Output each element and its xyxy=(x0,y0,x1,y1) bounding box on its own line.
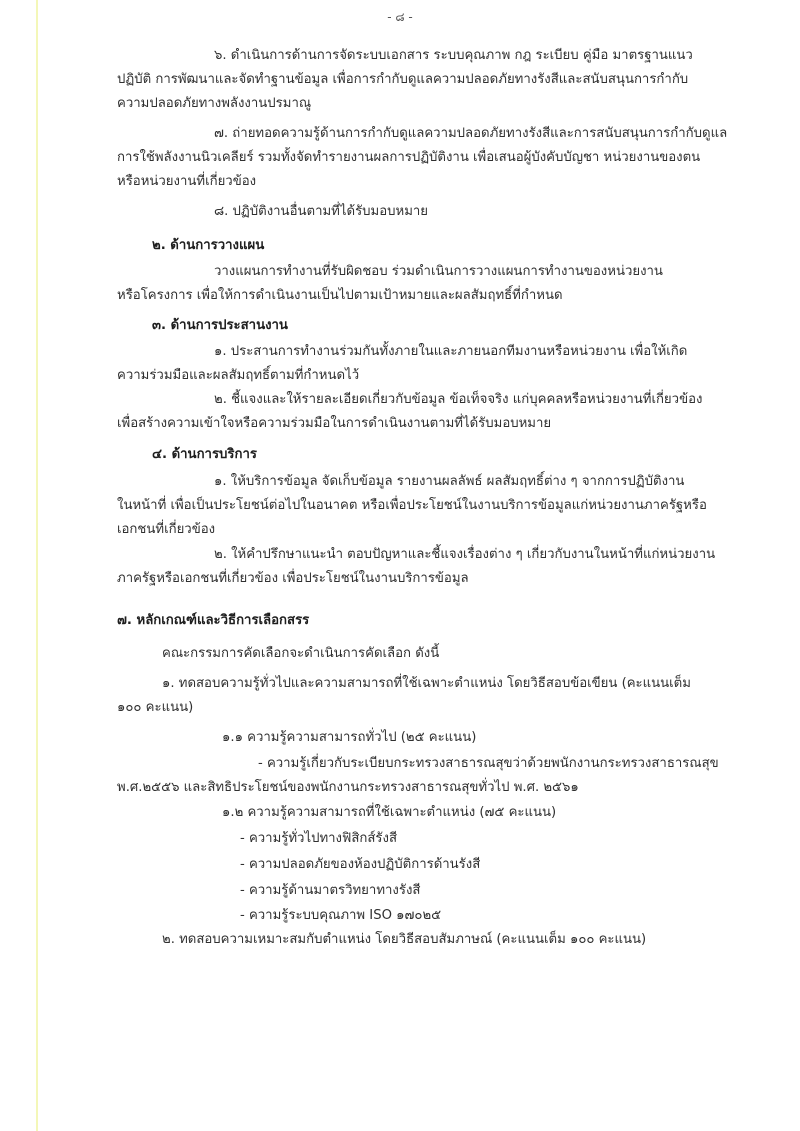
test-1-sub-2-bullet: - ความรู้ด้านมาตรวิทยาทางรังสี xyxy=(240,883,421,898)
service-1-line-2: ในหน้าที่ เพื่อเป็นประโยชน์ต่อไปในอนาคต หรือเพื่อประโยชน์ในงานบริการข้อมูลแก่หน่วยงานภาครัฐหรือ xyxy=(117,498,707,513)
planning-line-2: หรือโครงการ เพื่อให้การดำเนินงานเป็นไปตามเป้าหมายและผลสัมฤทธิ์ที่กำหนด xyxy=(117,288,563,303)
duty-7-line-1: ๗. ถ่ายทอดความรู้ด้านการกำกับดูแลความปลอดภัยทางรังสีและการสนับสนุนการกำกับดูแล xyxy=(214,126,728,141)
duty-8-line-1: ๘. ปฏิบัติงานอื่นตามที่ได้รับมอบหมาย xyxy=(214,204,429,219)
test-1-sub-1-bullet-line-2: พ.ศ.๒๕๕๖ และสิทธิประโยชน์ของพนักงานกระทรวงสาธารณสุขทั่วไป พ.ศ. ๒๕๖๑ xyxy=(117,780,579,795)
service-2-line-1: ๒. ให้คำปรึกษาแนะนำ ตอบปัญหาและชี้แจงเรื่องต่าง ๆ เกี่ยวกับงานในหน้าที่แก่หน่วยงาน xyxy=(214,547,716,562)
selection-intro: คณะกรรมการคัดเลือกจะดำเนินการคัดเลือก ดังนี้ xyxy=(162,646,440,661)
duty-7-line-3: หรือหน่วยงานที่เกี่ยวข้อง xyxy=(117,174,257,189)
scan-margin-line xyxy=(36,0,38,1131)
coordination-1-line-2: ความร่วมมือและผลสัมฤทธิ์ตามที่กำหนดไว้ xyxy=(117,368,360,383)
planning-line-1: วางแผนการทำงานที่รับผิดชอบ ร่วมดำเนินการวางแผนการทำงานของหน่วยงาน xyxy=(214,264,663,279)
duty-6-line-3: ความปลอดภัยทางพลังงานปรมาณู xyxy=(117,96,312,111)
test-1-sub-1-title: ๑.๑ ความรู้ความสามารถทั่วไป (๒๕ คะแนน) xyxy=(222,730,477,745)
service-1-line-3: เอกชนที่เกี่ยวข้อง xyxy=(117,522,216,537)
section-heading-service: ๔. ด้านการบริการ xyxy=(152,447,257,462)
test-1-sub-2-bullet: - ความรู้ทั่วไปทางฟิสิกส์รังสี xyxy=(240,831,397,846)
test-1-line-2: ๑๐๐ คะแนน) xyxy=(117,700,194,715)
test-2-line-1: ๒. ทดสอบความเหมาะสมกับตำแหน่ง โดยวิธีสอบสัมภาษณ์ (คะแนนเต็ม ๑๐๐ คะแนน) xyxy=(162,932,647,947)
duty-7-line-2: การใช้พลังงานนิวเคลียร์ รวมทั้งจัดทำรายงานผลการปฏิบัติงาน เพื่อเสนอผู้บังคับบัญชา หน่วยงานของตน xyxy=(117,150,701,165)
section-heading-coordination: ๓. ด้านการประสานงาน xyxy=(152,318,288,333)
page-number: - ๘ - xyxy=(387,10,413,24)
test-1-line-1: ๑. ทดสอบความรู้ทั่วไปและความสามารถที่ใช้เฉพาะตำแหน่ง โดยวิธีสอบข้อเขียน (คะแนนเต็ม xyxy=(162,676,691,691)
service-1-line-1: ๑. ให้บริการข้อมูล จัดเก็บข้อมูล รายงานผลลัพธ์ ผลสัมฤทธิ์ต่าง ๆ จากการปฏิบัติงาน xyxy=(214,474,685,489)
coordination-2-line-1: ๒. ชี้แจงและให้รายละเอียดเกี่ยวกับข้อมูล ข้อเท็จจริง แก่บุคคลหรือหน่วยงานที่เกี่ยวข้อง xyxy=(214,392,703,407)
coordination-1-line-1: ๑. ประสานการทำงานร่วมกันทั้งภายในและภายนอกทีมงานหรือหน่วยงาน เพื่อให้เกิด xyxy=(214,344,688,359)
section-heading-selection: ๗. หลักเกณฑ์และวิธีการเลือกสรร xyxy=(117,613,310,628)
duty-6-line-1: ๖. ดำเนินการด้านการจัดระบบเอกสาร ระบบคุณภาพ กฎ ระเบียบ คู่มือ มาตรฐานแนว xyxy=(214,48,693,63)
test-1-sub-2-bullet: - ความรู้ระบบคุณภาพ ISO ๑๗๐๒๕ xyxy=(240,908,442,923)
section-heading-planning: ๒. ด้านการวางแผน xyxy=(152,238,265,253)
test-1-sub-2-title: ๑.๒ ความรู้ความสามารถที่ใช้เฉพาะตำแหน่ง (๗๕ คะแนน) xyxy=(222,805,557,820)
duty-6-line-2: ปฏิบัติ การพัฒนาและจัดทำฐานข้อมูล เพื่อการกำกับดูแลความปลอดภัยทางรังสีและสนับสนุนการกำกับ xyxy=(117,72,689,87)
test-1-sub-2-bullet: - ความปลอดภัยของห้องปฏิบัติการด้านรังสี xyxy=(240,857,481,872)
coordination-2-line-2: เพื่อสร้างความเข้าใจหรือความร่วมมือในการดำเนินงานตามที่ได้รับมอบหมาย xyxy=(117,416,552,431)
service-2-line-2: ภาครัฐหรือเอกชนที่เกี่ยวข้อง เพื่อประโยชน์ในงานบริการข้อมูล xyxy=(117,571,469,586)
test-1-sub-1-bullet-line-1: - ความรู้เกี่ยวกับระเบียบกระทรวงสาธารณสุขว่าด้วยพนักงานกระทรวงสาธารณสุข xyxy=(258,756,719,771)
